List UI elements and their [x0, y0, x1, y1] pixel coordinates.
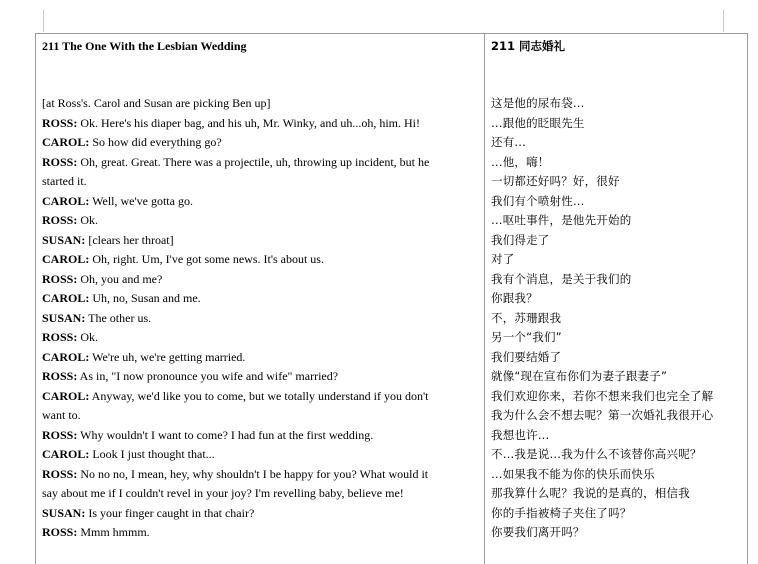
chinese-line: …如果我不能为你的快乐而快乐	[491, 466, 655, 481]
margin-corner-mark-right	[723, 10, 724, 32]
chinese-line: 另一个“我们”	[491, 330, 562, 344]
speaker-name: ROSS:	[42, 154, 78, 169]
dialogue-text: Uh, no, Susan and me.	[89, 291, 201, 305]
english-line	[42, 328, 479, 348]
margin-corner-mark-left	[43, 10, 44, 32]
english-line	[42, 406, 479, 426]
dialogue-text: Ok.	[77, 213, 99, 227]
dialogue-text: Why wouldn't I want to come? I had fun at the first wedding.	[77, 427, 374, 442]
chinese-line: 我们欢迎你来，若你不想来我们也完全了解	[491, 388, 714, 403]
english-line	[42, 114, 479, 134]
speaker-name: ROSS:	[42, 115, 78, 130]
english-dialogue-lines	[42, 94, 479, 543]
chinese-line: 一切都还好吗？好，很好	[491, 174, 620, 188]
english-line	[42, 504, 479, 524]
chinese-line: 就像“现在宣布你们为妻子跟妻子”	[491, 369, 668, 383]
column-divider	[484, 34, 485, 564]
dialogue-text: Ok.	[77, 330, 99, 344]
speaker-name: ROSS:	[42, 525, 78, 539]
dialogue-text: So how did everything go?	[89, 135, 222, 149]
speaker-name: ROSS:	[42, 213, 78, 227]
chinese-line: 我想也许…	[491, 427, 550, 442]
speaker-name: CAROL:	[42, 291, 90, 305]
dialogue-text: No no no, I mean, hey, why shouldn't I be happy for you? What would it	[77, 466, 429, 481]
speaker-name: CAROL:	[42, 252, 90, 266]
speaker-name: CAROL:	[42, 193, 90, 208]
dialogue-text: Oh, right. Um, I've got some news. It's about us.	[89, 252, 324, 266]
speaker-name: SUSAN:	[42, 310, 86, 325]
dialogue-text: Oh, you and me?	[77, 271, 163, 286]
dialogue-text: Look I just thought that...	[89, 447, 215, 461]
chinese-line: 对了	[491, 252, 515, 266]
speaker-name: ROSS:	[42, 330, 78, 344]
dialogue-text: started it.	[42, 174, 87, 188]
english-line	[42, 484, 479, 504]
english-line	[42, 445, 479, 465]
chinese-line: 我为什么会不想去呢？第一次婚礼我很开心	[491, 408, 714, 422]
english-line	[42, 270, 479, 290]
chinese-line: 不…我是说…我为什么不该替你高兴呢？	[491, 447, 702, 461]
dialogue-text: As in, "I now pronounce you wife and wife" married?	[77, 369, 339, 383]
chinese-line: 你跟我？	[491, 291, 538, 305]
english-episode-title: 211 The One With the Lesbian Wedding	[42, 39, 247, 53]
chinese-line: 你要我们离开吗？	[491, 525, 585, 539]
english-line	[42, 523, 479, 543]
dialogue-text: The other us.	[85, 310, 152, 325]
chinese-dialogue-lines	[491, 94, 741, 543]
dialogue-text: say about me if I couldn't revel in your joy? I'm revelling baby, believe me!	[42, 486, 404, 500]
english-line	[42, 367, 479, 387]
chinese-line: …他，嗨！	[491, 154, 550, 169]
speaker-name: ROSS:	[42, 271, 78, 286]
dialogue-text: [at Ross's. Carol and Susan are picking Ben up]	[42, 96, 271, 110]
speaker-name: SUSAN:	[42, 505, 86, 520]
english-line	[42, 289, 479, 309]
chinese-line: 我们得走了	[491, 232, 550, 247]
dialogue-text: [clears her throat]	[85, 232, 174, 247]
dialogue-text: want to.	[42, 408, 81, 422]
english-line	[42, 172, 479, 192]
english-line	[42, 211, 479, 231]
english-line	[42, 250, 479, 270]
chinese-episode-title: 211 同志婚礼	[491, 39, 566, 53]
dialogue-text: Ok. Here's his diaper bag, and his uh, Mr. Winky, and uh...oh, him. Hi!	[77, 115, 420, 130]
english-line	[42, 192, 479, 212]
speaker-name: ROSS:	[42, 427, 78, 442]
english-line	[42, 94, 479, 114]
english-line	[42, 465, 479, 485]
english-line	[42, 387, 479, 407]
speaker-name: ROSS:	[42, 369, 78, 383]
chinese-line: 我们要结婚了	[491, 349, 562, 364]
chinese-line: 我有个消息，是关于我们的	[491, 271, 632, 286]
page-top-margin	[0, 0, 758, 33]
chinese-line: 你的手指被椅子夹住了吗？	[491, 505, 632, 520]
dialogue-text: Mmm hmmm.	[77, 525, 150, 539]
english-line	[42, 153, 479, 173]
dialogue-text: Well, we've gotta go.	[89, 193, 193, 208]
chinese-line: …呕吐事件，是他先开始的	[491, 213, 632, 227]
speaker-name: CAROL:	[42, 447, 90, 461]
dialogue-text: Anyway, we'd like you to come, but we totally understand if you don't	[89, 388, 429, 403]
speaker-name: ROSS:	[42, 466, 78, 481]
chinese-line: 还有...	[491, 135, 526, 149]
english-line	[42, 426, 479, 446]
english-line	[42, 231, 479, 251]
english-line	[42, 133, 479, 153]
bilingual-script-table	[35, 33, 748, 564]
speaker-name: CAROL:	[42, 349, 90, 364]
english-line	[42, 348, 479, 368]
chinese-line: 不，苏珊跟我	[491, 310, 562, 325]
chinese-line: 这是他的尿布袋…	[491, 96, 585, 110]
speaker-name: CAROL:	[42, 388, 90, 403]
dialogue-text: Oh, great. Great. There was a projectile, uh, throwing up incident, but he	[77, 154, 430, 169]
english-line	[42, 309, 479, 329]
dialogue-text: We're uh, we're getting married.	[89, 349, 246, 364]
dialogue-text: Is your finger caught in that chair?	[85, 505, 255, 520]
speaker-name: SUSAN:	[42, 232, 86, 247]
speaker-name: CAROL:	[42, 135, 90, 149]
chinese-line: 那我算什么呢？我说的是真的，相信我	[491, 486, 690, 500]
chinese-line: …跟他的眨眼先生	[491, 115, 585, 130]
chinese-line: 我们有个喷射性…	[491, 193, 585, 208]
